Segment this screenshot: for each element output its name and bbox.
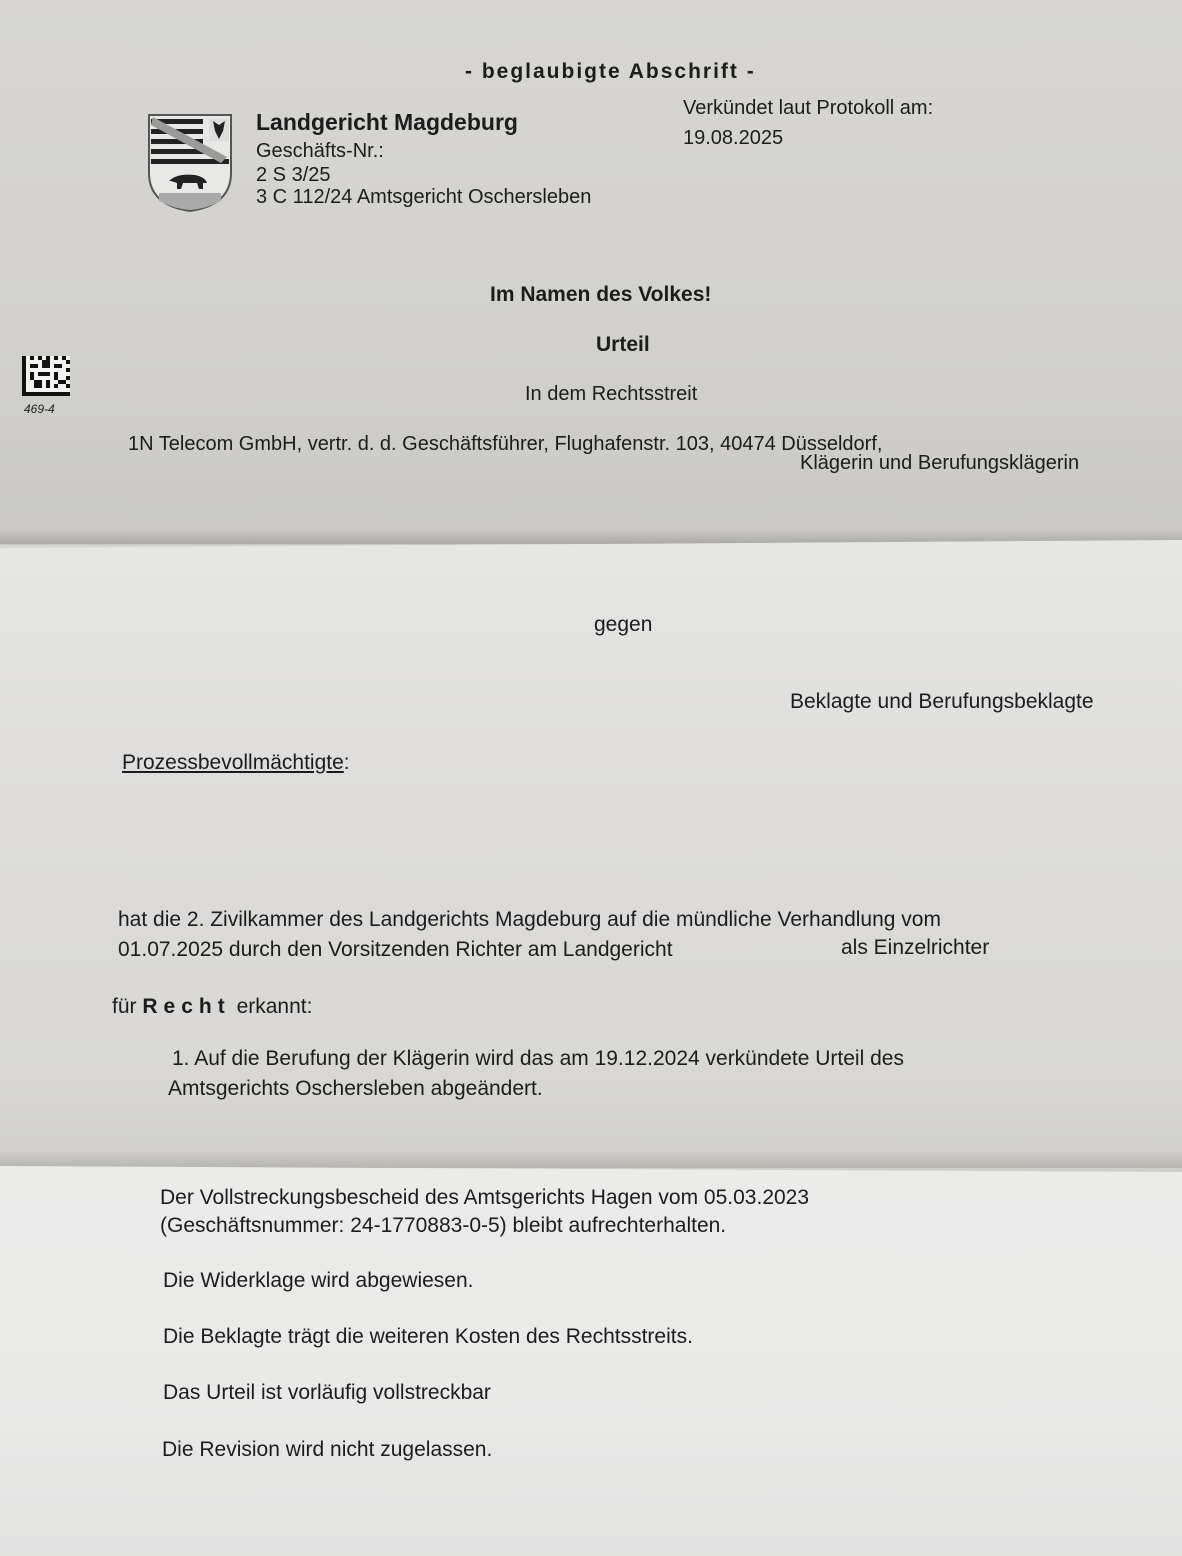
counsel-label	[122, 751, 350, 775]
ruling-line: Die Revision wird nicht zugelassen.	[162, 1438, 493, 1461]
versus-label: gegen	[594, 613, 653, 636]
ruling-line: Die Widerklage wird abgewiesen.	[163, 1269, 474, 1292]
barcode-number: 469-4	[24, 402, 55, 416]
ruling-item-1-line-1: 1. Auf die Berufung der Klägerin wird das am 19.12.2024 verkündete Urteil des	[172, 1047, 904, 1070]
datamatrix-barcode-icon	[22, 355, 70, 397]
ruling-item-1-line-2: Amtsgerichts Oschersleben abgeändert.	[168, 1077, 543, 1100]
plaintiff-role: Klägerin und Berufungsklägerin	[800, 452, 1080, 474]
reference-label: Geschäfts-Nr.:	[256, 140, 384, 162]
defendant-role: Beklagte und Berufungsbeklagte	[790, 690, 1094, 713]
court-name: Landgericht Magdeburg	[256, 109, 518, 135]
ruling-line: Das Urteil ist vorläufig vollstreckbar	[163, 1381, 491, 1404]
verdict-bold: Recht	[142, 995, 231, 1018]
case-number: 2 S 3/25	[256, 164, 331, 186]
verdict-formula	[112, 995, 312, 1019]
document-title: Urteil	[596, 333, 650, 356]
chamber-text-single-judge: als Einzelrichter	[841, 936, 990, 959]
announced-date: 19.08.2025	[683, 127, 784, 149]
ruling-line: Der Vollstreckungsbescheid des Amtsgerichts Hagen vom 05.03.2023	[160, 1186, 810, 1209]
coat-of-arms-icon	[147, 113, 233, 213]
announced-label: Verkündet laut Protokoll am:	[683, 97, 934, 119]
chamber-text-line-1: hat die 2. Zivilkammer des Landgerichts Magdeburg auf die mündliche Verhandlung vom	[118, 908, 941, 931]
certified-copy-label: - beglaubigte Abschrift -	[465, 60, 756, 83]
counsel-label-colon: :	[343, 751, 350, 774]
ruling-line: Die Beklagte trägt die weiteren Kosten des Rechtsstreits.	[163, 1325, 693, 1348]
fold-shadow	[0, 1150, 1182, 1168]
document-heading: Im Namen des Volkes!	[490, 283, 712, 306]
lower-court-case-number: 3 C 112/24 Amtsgericht Oschersleben	[256, 186, 592, 208]
dispute-intro: In dem Rechtsstreit	[525, 383, 698, 405]
ruling-line: (Geschäftsnummer: 24-1770883-0-5) bleibt aufrechterhalten.	[160, 1214, 727, 1237]
verdict-suffix: erkannt:	[236, 995, 313, 1018]
plaintiff-details: 1N Telecom GmbH, vertr. d. d. Geschäftsführer, Flughafenstr. 103, 40474 Düsseldorf,	[128, 433, 883, 455]
counsel-label-text: Prozessbevollmächtigte	[122, 751, 344, 774]
verdict-prefix: für	[112, 995, 137, 1018]
chamber-text-line-2: 01.07.2025 durch den Vorsitzenden Richter am Landgericht	[118, 938, 673, 961]
